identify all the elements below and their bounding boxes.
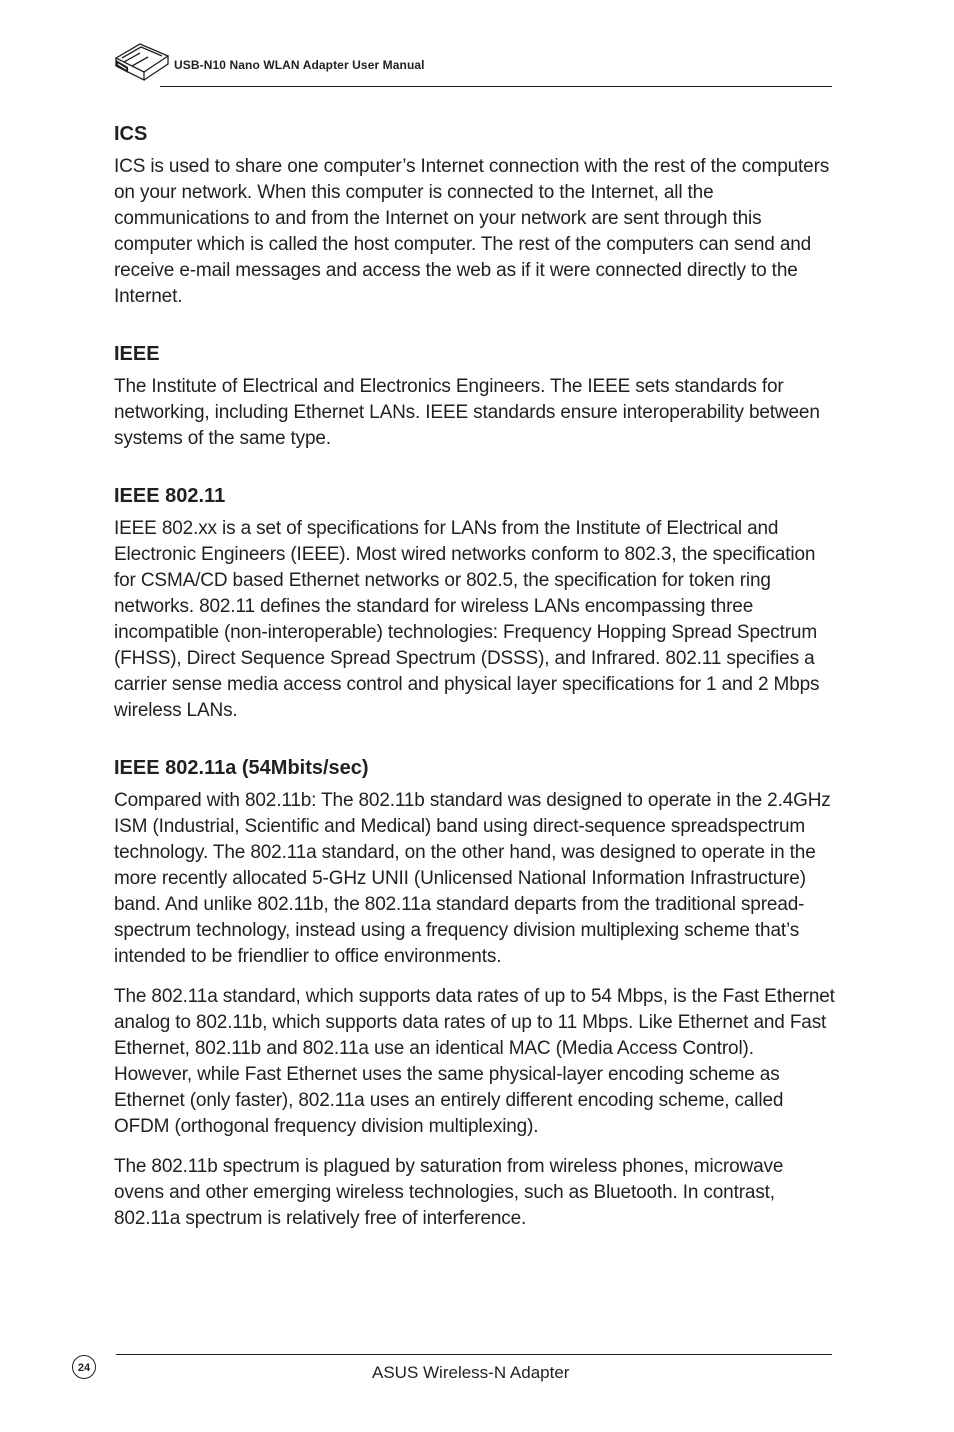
section-paragraph: The Institute of Electrical and Electronics Engineers. The IEEE sets standards for networking, including Ethernet LANs. IEEE standards ensure interoperability between systems of the same type. (114, 376, 820, 449)
section-ieee-802-11a (114, 754, 836, 1232)
section-heading: IEEE 802.11 (114, 485, 226, 507)
section-ieee-802-11 (114, 482, 836, 724)
section-ics (114, 120, 836, 310)
section-paragraph: The 802.11b spectrum is plagued by saturation from wireless phones, microwave ovens and other emerging wireless technologies, such as Bluetooth. In contrast, 802.11a spectrum is relatively free of interference. (114, 1156, 784, 1229)
section-paragraph: The 802.11a standard, which supports data rates of up to 54 Mbps, is the Fast Ethernet analog to 802.11b, which supports data rates of up to 11 Mbps. Like Ethernet and Fast Ethernet, 802.11b and 802.11a use an identical MAC (Media Access Control). However, while Fast Ethernet uses the same physical-layer encoding scheme as Ethernet (only faster), 802.11a uses an entirely different encoding scheme, called OFDM (orthogonal frequency division multiplexing). (114, 986, 835, 1137)
section-heading: ICS (114, 123, 148, 145)
section-paragraph: IEEE 802.xx is a set of specifications for LANs from the Institute of Electrical and Electronic Engineers (IEEE). Most wired networks conform to 802.3, the specification for CSMA/CD based Ethernet networks or 802.5, the specification for token ring networks. 802.11 defines the standard for wireless LANs encompassing three incompatible (non-interoperable) technologies: Frequency Hopping Spread Spectrum (FHSS), Direct Sequence Spread Spectrum (DSSS), and Infrared. 802.11 specifies a carrier sense media access control and physical layer specifications for 1 and 2 Mbps wireless LANs. (114, 518, 820, 721)
section-paragraph: ICS is used to share one computer’s Internet connection with the rest of the computers on your network. When this computer is connected to the Internet, all the communications to and from the Internet on your network are sent through this computer which is called the host computer. The rest of the computers can send and receive e-mail messages and access the web as if it were connected directly to the Internet. (114, 156, 830, 307)
footer-title: ASUS Wireless-N Adapter (372, 1363, 570, 1382)
page-header (110, 38, 832, 88)
section-heading: IEEE 802.11a (54Mbits/sec) (114, 757, 369, 779)
page-number-badge: 24 (72, 1355, 96, 1379)
section-paragraph: Compared with 802.11b: The 802.11b standard was designed to operate in the 2.4GHz ISM (Industrial, Scientific and Medical) band using direct-sequence spreadspectrum technology. The 802.11a standard, on the other hand, was designed to operate in the more recently allocated 5-GHz UNII (Unlicensed National Information Infrastructure) band. And unlike 802.11b, the 802.11a standard departs from the traditional spread-spectrum technology, instead using a frequency division multiplexing scheme that’s intended to be friendlier to office environments. (114, 790, 831, 967)
usb-adapter-icon (110, 38, 172, 84)
header-divider (160, 86, 832, 87)
section-ieee (114, 340, 836, 452)
section-heading: IEEE (114, 343, 160, 365)
manual-title: USB-N10 Nano WLAN Adapter User Manual (174, 58, 425, 72)
footer-divider (116, 1354, 832, 1355)
page-content (114, 120, 836, 1262)
